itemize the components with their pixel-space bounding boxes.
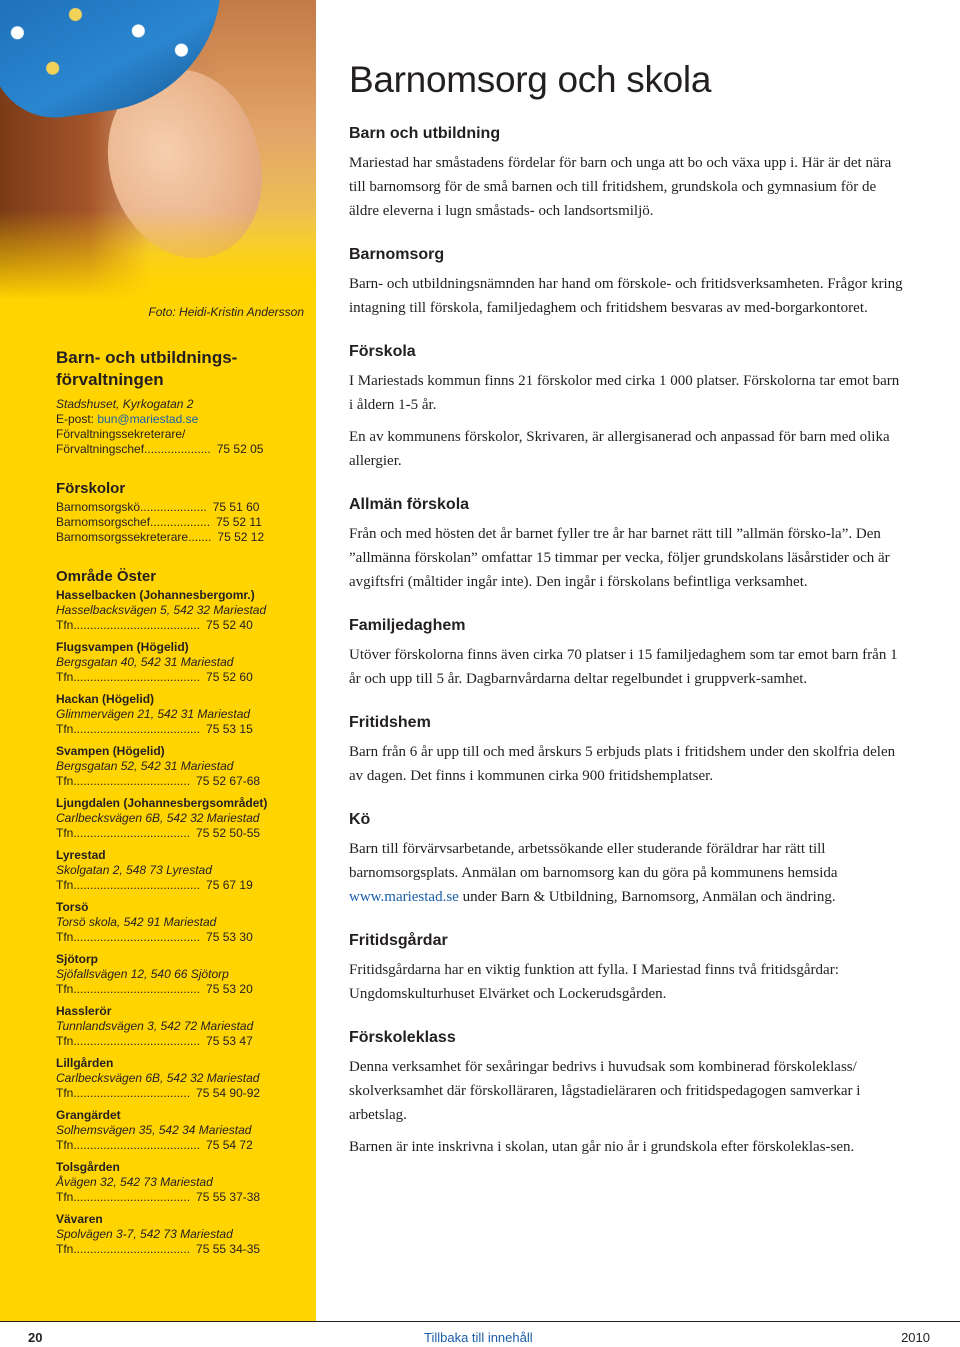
preschool-address: Carlbecksvägen 6B, 542 32 Mariestad xyxy=(56,811,260,825)
phone-number: 75 53 30 xyxy=(206,930,253,944)
preschool-address: Carlbecksvägen 6B, 542 32 Mariestad xyxy=(56,1071,260,1085)
forskolor-phone-row xyxy=(56,500,296,515)
preschool-entry xyxy=(56,952,296,997)
phone-label: Tfn xyxy=(56,1086,74,1100)
phone-number: 75 52 05 xyxy=(216,442,264,456)
preschool-name: Hasslerör xyxy=(56,1004,112,1018)
preschool-address: Solhemsvägen 35, 542 34 Mariestad xyxy=(56,1123,252,1137)
phone-label: Tfn xyxy=(56,670,74,684)
preschool-address: Bergsgatan 40, 542 31 Mariestad xyxy=(56,655,234,669)
section-paragraph: Denna verksamhet för sexåringar bedrivs i huvudsak som kombinerad förskoleklass/ skolverksamhet där förskolläraren, lågstadieläraren och fritidspedagogen samverkar i arbetslag. xyxy=(349,1059,861,1123)
leader-dots: ...................................... xyxy=(73,670,201,684)
preschool-address: Åvägen 32, 542 73 Mariestad xyxy=(56,1175,213,1189)
omrade-heading: Område Öster xyxy=(56,568,157,585)
photo-girl-reading xyxy=(0,0,316,300)
preschool-address: Skolgatan 2, 548 73 Lyrestad xyxy=(56,863,212,877)
section-heading: Fritidsgårdar xyxy=(349,932,448,949)
preschool-phone-row xyxy=(56,1086,296,1101)
leader-dots: ...................................... xyxy=(73,878,201,892)
preschool-phone-row xyxy=(56,1242,296,1257)
preschool-name: Hackan (Högelid) xyxy=(56,692,155,706)
preschool-address: Spolvägen 3-7, 542 73 Mariestad xyxy=(56,1227,233,1241)
preschool-address: Bergsgatan 52, 542 31 Mariestad xyxy=(56,759,234,773)
section-paragraph: I Mariestads kommun finns 21 förskolor med cirka 1 000 platser. Förskolorna tar emot barn i åldern 1-5 år. xyxy=(349,373,900,413)
forskolor-phone-row xyxy=(56,515,296,530)
section-heading: Fritidshem xyxy=(349,714,431,731)
email-label: E-post: xyxy=(56,412,95,426)
phone-number: 75 55 34-35 xyxy=(196,1242,261,1256)
phone-number: 75 51 60 xyxy=(212,500,260,514)
preschool-phone-row xyxy=(56,826,296,841)
phone-label: Tfn xyxy=(56,982,74,996)
leader-dots: ...................................... xyxy=(73,1138,201,1152)
leader-dots: ................................... xyxy=(73,774,191,788)
phone-row-label: Barnomsorgskö xyxy=(56,500,141,514)
leader-dots: ....... xyxy=(188,530,212,544)
preschool-phone-row xyxy=(56,1190,296,1205)
section-paragraph: En av kommunens förskolor, Skrivaren, är allergisanerad och anpassad för barn med olika allergier. xyxy=(349,429,890,469)
preschool-entry xyxy=(56,900,296,945)
department-title: Barn- och utbildnings- förvaltningen xyxy=(56,348,238,389)
ko-text: Barn till förvärvsarbetande, arbetssökande eller studerande föräldrar har rätt till barnomsorgsplats. Anmälan om barnomsorg kan du göra på kommunens hemsida xyxy=(349,841,838,881)
preschool-list xyxy=(56,588,296,1257)
section-heading: Förskola xyxy=(349,343,416,360)
email-row xyxy=(56,412,296,427)
preschool-name: Flugsvampen (Högelid) xyxy=(56,640,189,654)
preschool-name: Lillgården xyxy=(56,1056,114,1070)
phone-label: Tfn xyxy=(56,878,74,892)
forskolor-phone-list xyxy=(56,500,296,545)
section-paragraph: Barn- och utbildningsnämnden har hand om förskole- och fritidsverksamheten. Frågor kring intagning till förskola, familjedaghem och fritidshem besvaras av med-borgarkontoret. xyxy=(349,276,903,316)
phone-number: 75 52 60 xyxy=(206,670,253,684)
section-heading: Familjedaghem xyxy=(349,617,466,634)
section-paragraph: Fritidsgårdarna har en viktig funktion att fylla. I Mariestad finns två fritidsgårdar: Ungdomskulturhuset Elvärket och Lockerudsgården. xyxy=(349,962,839,1002)
phone-number: 75 53 20 xyxy=(206,982,253,996)
contact-list xyxy=(56,347,296,1257)
section-paragraph: Utöver förskolorna finns även cirka 70 platser i 15 familjedaghem som tar emot barn från 1 år och upp till 5 år. Dagbarnvårdarna deltar regelbundet i gruppverk-samhet. xyxy=(349,647,898,687)
section-paragraph: Barnen är inte inskrivna i skolan, utan går nio år i grundskola efter förskoleklas-sen. xyxy=(349,1139,855,1155)
article-sections xyxy=(349,124,905,1159)
leader-dots: .................... xyxy=(144,442,211,456)
phone-number: 75 67 19 xyxy=(206,878,253,892)
preschool-name: Lyrestad xyxy=(56,848,106,862)
preschool-entry xyxy=(56,848,296,893)
page-title: Barnomsorg och skola xyxy=(349,59,712,100)
preschool-name: Svampen (Högelid) xyxy=(56,744,165,758)
preschool-phone-row xyxy=(56,670,296,685)
section-heading: Allmän förskola xyxy=(349,496,470,513)
leader-dots: ................................... xyxy=(73,1190,191,1204)
leader-dots: .................. xyxy=(150,515,211,529)
forskolor-heading: Förskolor xyxy=(56,480,126,497)
preschool-phone-row xyxy=(56,930,296,945)
photo-credit: Foto: Heidi-Kristin Andersson xyxy=(148,305,304,319)
section-heading: Förskoleklass xyxy=(349,1029,456,1046)
back-to-contents-link[interactable]: Tillbaka till innehåll xyxy=(424,1330,533,1345)
phone-row-label: Barnomsorgssekreterare xyxy=(56,530,189,544)
contact-sidebar xyxy=(0,0,316,1321)
phone-label: Tfn xyxy=(56,826,74,840)
secretary-label: Förvaltningssekreterare/ xyxy=(56,427,186,441)
section-paragraph: Barn från 6 år upp till och med årskurs 5 erbjuds plats i fritidshem under den skolfria delen av dagen. Det finns i kommunen cirka 900 fritidshemplatser. xyxy=(349,744,896,784)
phone-label: Tfn xyxy=(56,618,74,632)
preschool-phone-row xyxy=(56,878,296,893)
preschool-phone-row xyxy=(56,1138,296,1153)
leader-dots: ................................... xyxy=(73,1242,191,1256)
website-link[interactable]: www.mariestad.se xyxy=(349,889,459,905)
leader-dots: ...................................... xyxy=(73,722,201,736)
preschool-entry xyxy=(56,1056,296,1101)
preschool-entry xyxy=(56,1004,296,1049)
ko-paragraph xyxy=(349,837,905,909)
preschool-phone-row xyxy=(56,774,296,789)
forskolor-phone-row xyxy=(56,530,296,545)
section-heading: Barnomsorg xyxy=(349,246,445,263)
leader-dots: ...................................... xyxy=(73,982,201,996)
phone-label: Tfn xyxy=(56,1242,74,1256)
email-link[interactable]: bun@mariestad.se xyxy=(97,412,199,426)
phone-number: 75 52 50-55 xyxy=(196,826,261,840)
preschool-name: Vävaren xyxy=(56,1212,103,1226)
phone-number: 75 54 90-92 xyxy=(196,1086,261,1100)
leader-dots: .................... xyxy=(140,500,207,514)
main-content xyxy=(349,58,905,1167)
leader-dots: ................................... xyxy=(73,826,191,840)
preschool-entry xyxy=(56,1160,296,1205)
footer-divider xyxy=(0,1321,960,1322)
ko-text-end: under Barn & Utbildning, Barnomsorg, Anmälan och ändring. xyxy=(458,889,836,905)
preschool-address: Sjöfallsvägen 12, 540 66 Sjötorp xyxy=(56,967,229,981)
preschool-name: Sjötorp xyxy=(56,952,98,966)
phone-number: 75 52 67-68 xyxy=(196,774,261,788)
preschool-address: Tunnlandsvägen 3, 542 72 Mariestad xyxy=(56,1019,254,1033)
preschool-entry xyxy=(56,796,296,841)
preschool-name: Tolsgården xyxy=(56,1160,120,1174)
phone-number: 75 52 11 xyxy=(216,515,262,529)
phone-number: 75 53 47 xyxy=(206,1034,253,1048)
section-heading: Barn och utbildning xyxy=(349,125,501,142)
phone-number: 75 55 37-38 xyxy=(196,1190,261,1204)
preschool-name: Torsö xyxy=(56,900,89,914)
phone-label: Tfn xyxy=(56,722,74,736)
preschool-address: Glimmervägen 21, 542 31 Mariestad xyxy=(56,707,251,721)
phone-label: Tfn xyxy=(56,1138,74,1152)
preschool-entry xyxy=(56,640,296,685)
phone-label: Tfn xyxy=(56,930,74,944)
phone-number: 75 52 40 xyxy=(206,618,253,632)
page-number: 20 xyxy=(28,1330,43,1345)
phone-row-chef xyxy=(56,442,296,457)
phone-label: Tfn xyxy=(56,1190,74,1204)
phone-number: 75 54 72 xyxy=(206,1138,253,1152)
section-heading: Kö xyxy=(349,811,371,828)
preschool-name: Ljungdalen (Johannesbergsområdet) xyxy=(56,796,268,810)
preschool-entry xyxy=(56,744,296,789)
preschool-address: Torsö skola, 542 91 Mariestad xyxy=(56,915,217,929)
preschool-phone-row xyxy=(56,618,296,633)
section-paragraph: Från och med hösten det år barnet fyller tre år har barnet rätt till ”allmän försko-la”. Den ”allmänna förskolan” omfattar 15 timmar per vecka, följer grundskolans läsårstider och är avgiftsfri (måltider ingår inte). Den ingår i förskolans befintliga verksamhet. xyxy=(349,526,890,590)
leader-dots: ................................... xyxy=(73,1086,191,1100)
preschool-entry xyxy=(56,588,296,633)
leader-dots: ...................................... xyxy=(73,1034,201,1048)
preschool-entry xyxy=(56,692,296,737)
preschool-name: Hasselbacken (Johannesbergomr.) xyxy=(56,588,255,602)
preschool-phone-row xyxy=(56,1034,296,1049)
leader-dots: ...................................... xyxy=(73,930,201,944)
preschool-phone-row xyxy=(56,722,296,737)
preschool-entry xyxy=(56,1212,296,1257)
preschool-phone-row xyxy=(56,982,296,997)
section-paragraph: Mariestad har småstadens fördelar för barn och unga att bo och växa upp i. Här är det nära till barnomsorg för de små barnen och till fritidshem, grundskola och gymnasium för de äldre eleverna i lugn småstads- och landsortsmiljö. xyxy=(349,155,892,219)
phone-label: Tfn xyxy=(56,1034,74,1048)
page-footer xyxy=(0,1328,960,1346)
department-address: Stadshuset, Kyrkogatan 2 xyxy=(56,397,194,411)
phone-number: 75 53 15 xyxy=(206,722,253,736)
photo-fade xyxy=(0,210,316,300)
phone-number: 75 52 12 xyxy=(217,530,265,544)
preschool-address: Hasselbacksvägen 5, 542 32 Mariestad xyxy=(56,603,267,617)
phone-label: Tfn xyxy=(56,774,74,788)
preschool-entry xyxy=(56,1108,296,1153)
phone-row-label: Förvaltningschef xyxy=(56,442,145,456)
phone-row-label: Barnomsorgschef xyxy=(56,515,151,529)
leader-dots: ...................................... xyxy=(73,618,201,632)
footer-year: 2010 xyxy=(901,1330,930,1345)
preschool-name: Grangärdet xyxy=(56,1108,121,1122)
